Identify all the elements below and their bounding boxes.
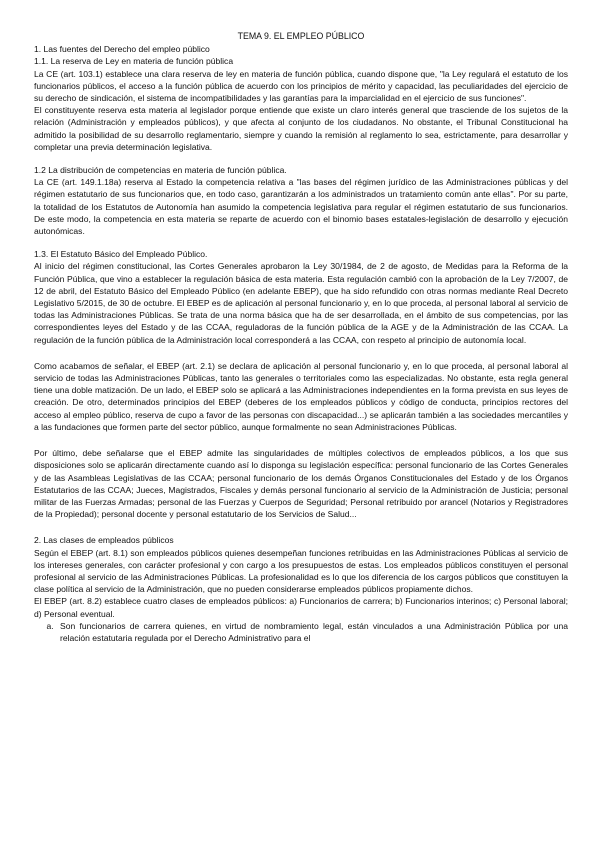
section-1-1-paragraph-2: El constituyente reserva esta materia al legislador porque entiende que existe un claro interés general que trasciende de los sujetos de la relación (Administración y empleados públicos), y que afecta al conjunto de los ciudadanos. No obstante, el Tribunal Constitucional ha admitido la posibilidad de su desarrollo reglamentario, siempre y cuando la remisión al reglamento lo sea, estrictamente, para desarrollar y completar una previa determinación legislativa. bbox=[34, 105, 568, 152]
section-1-2-paragraph-1: La CE (art. 149.1.18a) reserva al Estado la competencia relativa a "las bases del régimen jurídico de las Administraciones públicas y del régimen estatutario de sus funcionarios que, en todo caso, garantizarán a los administrados un tratamiento común ante ellas". Por su parte, la totalidad de los Estatutos de Autonomía han asumido la competencia legislativa para regular el régimen estatutario de sus funcionarios. De este modo, la competencia en esta materia se reparte de acuerdo con el binomio bases estatales-legislación de desarrollo y ejecución autonómicas. bbox=[34, 177, 568, 237]
spacer bbox=[34, 433, 568, 447]
document-title: TEMA 9. EL EMPLEO PÚBLICO bbox=[237, 31, 365, 41]
section-1-2-heading: 1.2 La distribución de competencias en materia de función pública. bbox=[34, 165, 287, 176]
section-2-paragraph-1: Según el EBEP (art. 8.1) son empleados públicos quienes desempeñan funciones retribuidas en las Administraciones Públicas al servicio de los intereses generales, con carácter profesional y con cargo a los presupuestos de estas. Los empleados públicos constituyen el personal profesional al servicio de las Administraciones Públicas. La profesionalidad es lo que los diferencia de los cargos públicos que constituyen la clase política al servicio de la Administración, que no pueden considerarse empleados públicos propiamente dichos. bbox=[34, 547, 568, 595]
spacer bbox=[34, 520, 568, 534]
list-item: a. Son funcionarios de carrera quienes, en virtud de nombramiento legal, están vinculados a una Administración Pública por una relación estatutaria regulada por el Derecho Administrativo para el bbox=[56, 620, 568, 644]
employee-classes-list bbox=[34, 620, 568, 644]
section-1-3-paragraph-3: Por último, debe señalarse que el EBEP admite las singularidades de múltiples colectivos de empleados públicos, a los que sus disposiciones solo se aplicarán directamente cuando así lo disponga su legislación específica: personal funcionario de las Cortes Generales y de las Asambleas Legislativas de las CCAA; personal funcionario de los demás Órganos Constitucionales del Estado y de los Órganos Estatutarios de las CCAA; Jueces, Magistrados, Fiscales y demás personal funcionario al servicio de la Administración de Justicia; personal militar de las Fuerzas Armadas; personal de las Fuerzas y Cuerpos de Seguridad; Personal retribuido por arancel (Notarios y Registradores de la Propiedad); personal docente y personal estatutario de los Servicios de Salud... bbox=[34, 448, 568, 520]
spacer bbox=[34, 237, 568, 248]
section-2-paragraph-2: El EBEP (art. 8.2) establece cuatro clases de empleados públicos: a) Funcionarios de carrera; b) Funcionarios interinos; c) Personal laboral; d) Personal eventual. bbox=[34, 596, 568, 619]
section-1-3-paragraph-2: Como acabamos de señalar, el EBEP (art. 2.1) se declara de aplicación al personal funcionario y, en lo que proceda, al personal laboral al servicio de todas las Administraciones Públicas, tanto las generales o territoriales como las especializadas. No obstante, esta regla general tiene una doble matización. De un lado, el EBEP solo se aplicará a las Administraciones independientes en la forma prevista en sus leyes de creación. De otro, determinados principios del EBEP (deberes de los empleados públicos y código de conducta, principios rectores del acceso al empleo público, reserva de cupo a favor de las personas con discapacidad...) se aplicarán también a las sociedades mercantiles y a las fundaciones que formen parte del sector público, aunque formalmente no sean Administraciones Públicas. bbox=[34, 360, 568, 432]
spacer bbox=[34, 153, 568, 164]
section-1-1-paragraph-1: La CE (art. 103.1) establece una clara reserva de ley en materia de función pública, cuando dispone que, "la Ley regulará el estatuto de los funcionarios públicos, el acceso a la función pública de acuerdo con los principios de mérito y capacidad, las peculiaridades del ejercicio de su derecho de sindicación, el sistema de incompatibilidades y las garantías para la imparcialidad en el ejercicio de sus funciones". bbox=[34, 68, 568, 104]
section-1-heading: 1. Las fuentes del Derecho del empleo público bbox=[34, 44, 210, 55]
spacer bbox=[34, 346, 568, 360]
section-1-3-heading: 1.3. El Estatuto Básico del Empleado Público. bbox=[34, 249, 208, 260]
section-1-1-heading: 1.1. La reserva de Ley en materia de función pública bbox=[34, 56, 234, 67]
section-2-heading: 2. Las clases de empleados públicos bbox=[34, 535, 174, 546]
section-1-3-paragraph-1: Al inicio del régimen constitucional, las Cortes Generales aprobaron la Ley 30/1984, de 2 de agosto, de Medidas para la Reforma de la Función Pública, que vino a establecer la regulación básica de esta materia. Esta regulación cambió con la aprobación de la Ley 7/2007, de 12 de abril, del Estatuto Básico del Empleado Público (en adelante EBEP), que ha sido refundido con otras normas mediante Real Decreto Legislativo 5/2015, de 30 de octubre. El EBEP es de aplicación al personal funcionario y, en lo que proceda, al personal laboral al servicio de todas las Administraciones Públicas. Se trata de una norma básica que ha de ser desarrollada, en el ámbito de sus competencias, por las correspondientes leyes del Estado y de las CCAA, reguladoras de la función pública de la AGE y de la Administración de las CCAA. La regulación de la función pública de la Administración local corresponderá a las CCAA, con respeto al principio de autonomía local. bbox=[34, 261, 568, 345]
